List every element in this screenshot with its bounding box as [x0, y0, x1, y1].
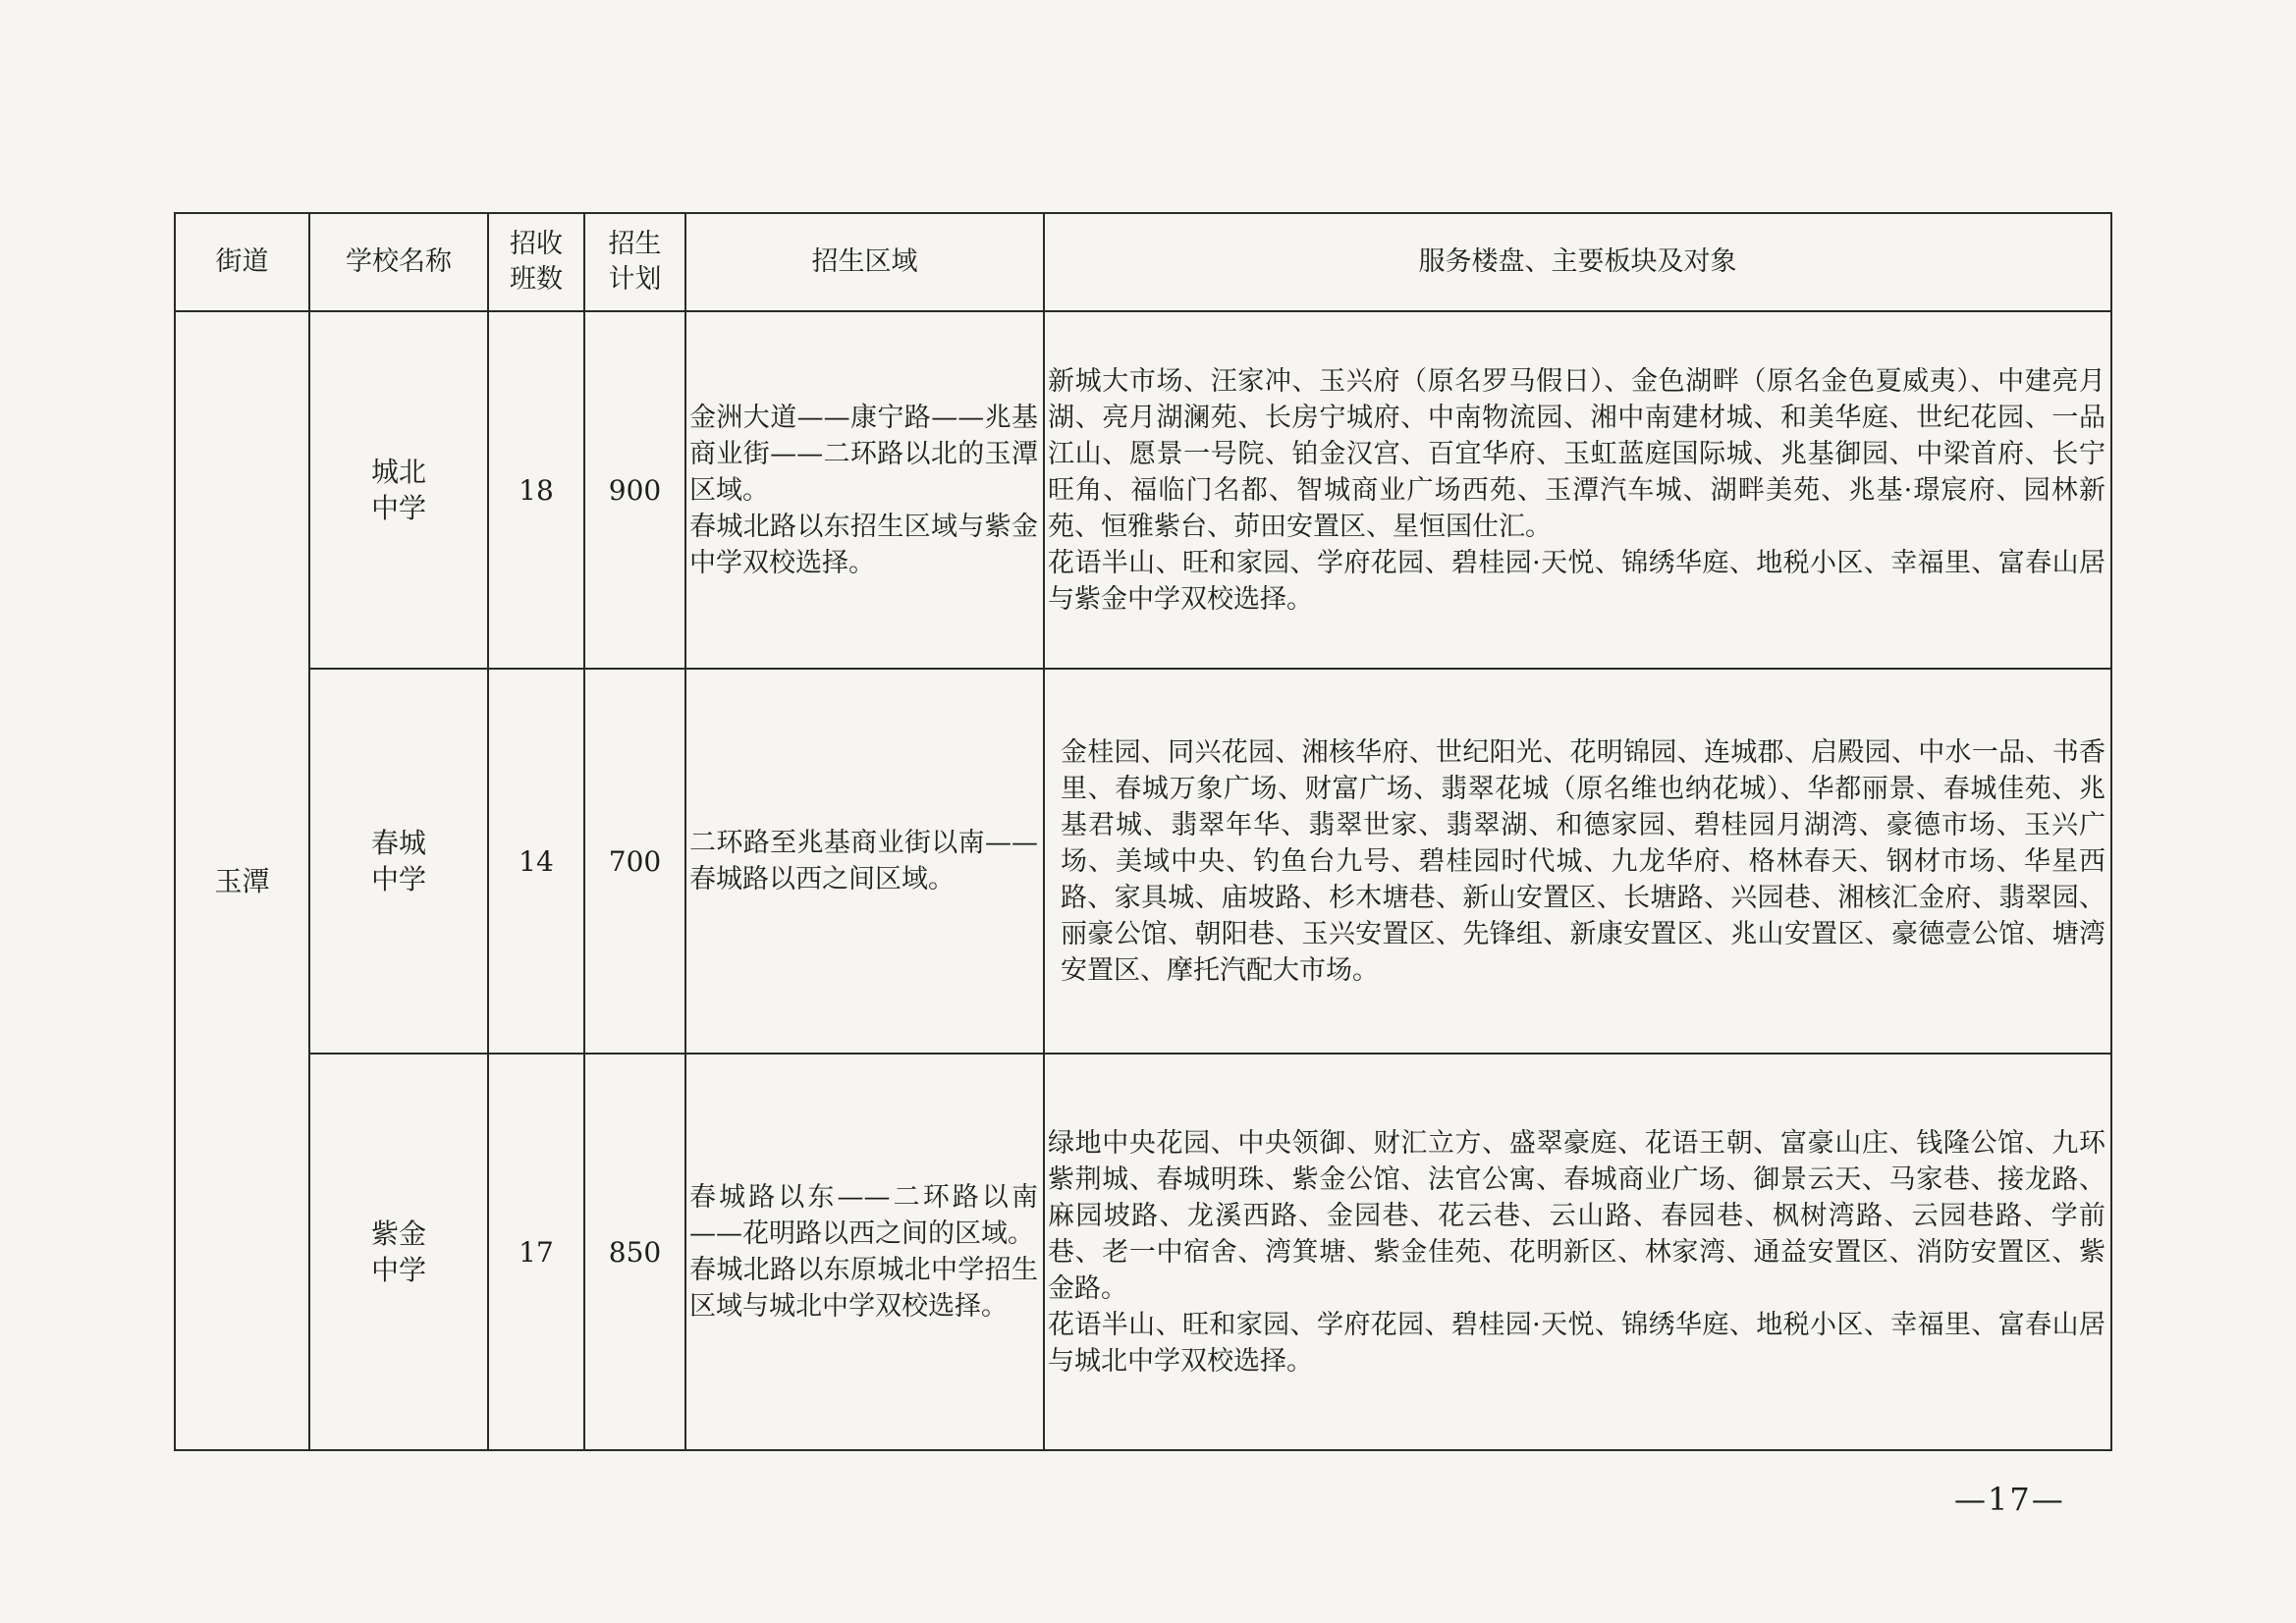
school-name-cell [309, 1054, 488, 1450]
header-street: 街道 [175, 213, 309, 311]
header-school-name: 学校名称 [309, 213, 488, 311]
zone-paragraph: 二环路至兆基商业街以南——春城路以西之间区域。 [689, 828, 1038, 894]
table-row [175, 1054, 2111, 1450]
header-classes-line1: 招收 [510, 229, 563, 259]
school-name-line2: 中学 [370, 863, 426, 895]
header-row [175, 213, 2111, 311]
school-name-cell [309, 669, 488, 1054]
street-cell: 玉潭 [175, 311, 309, 1450]
zone-cell [685, 311, 1044, 669]
enrollment-table [174, 212, 2112, 1451]
school-name-line2: 中学 [370, 1254, 426, 1286]
service-paragraph: 花语半山、旺和家园、学府花园、碧桂园·天悦、锦绣华庭、地税小区、幸福里、富春山居与紫金中学双校选择。 [1048, 547, 2105, 615]
classes-cell: 14 [488, 669, 584, 1054]
plan-cell: 850 [584, 1054, 685, 1450]
header-classes-line2: 班数 [510, 264, 563, 295]
school-name-line2: 中学 [370, 492, 426, 524]
service-paragraph: 绿地中央花园、中央领御、财汇立方、盛翠豪庭、花语王朝、富豪山庄、钱隆公馆、九环紫荆城、春城明珠、紫金公馆、法官公寓、春城商业广场、御景云天、马家巷、接龙路、麻园坡路、龙溪西路、金园巷、花云巷、云山路、春园巷、枫树湾路、云园巷路、学前巷、老一中宿舍、湾箕塘、紫金佳苑、花明新区、林家湾、通益安置区、消防安置区、紫金路。 [1048, 1127, 2105, 1304]
zone-paragraph: 春城路以东——二环路以南——花明路以西之间的区域。 [689, 1182, 1038, 1249]
service-cell [1044, 311, 2111, 669]
school-name-line1: 紫金 [370, 1217, 426, 1250]
header-plan-line1: 招生 [608, 229, 662, 259]
service-cell [1044, 1054, 2111, 1450]
zone-cell [685, 669, 1044, 1054]
school-name-line1: 春城 [370, 827, 426, 859]
header-zone: 招生区域 [685, 213, 1044, 311]
zone-paragraph: 春城北路以东招生区域与紫金中学双校选择。 [689, 511, 1038, 578]
zone-paragraph: 金洲大道——康宁路——兆基商业街——二环路以北的玉潭区域。 [689, 402, 1038, 506]
page-number: —17— [1954, 1481, 2065, 1518]
classes-cell: 17 [488, 1054, 584, 1450]
service-paragraph: 花语半山、旺和家园、学府花园、碧桂园·天悦、锦绣华庭、地税小区、幸福里、富春山居与城北中学双校选择。 [1048, 1309, 2105, 1377]
table-row [175, 669, 2111, 1054]
school-name-cell [309, 311, 488, 669]
service-cell [1044, 669, 2111, 1054]
table-row [175, 311, 2111, 669]
header-plan [584, 213, 685, 311]
service-paragraph: 新城大市场、汪家冲、玉兴府（原名罗马假日）、金色湖畔（原名金色夏威夷）、中建亮月湖、亮月湖澜苑、长房宁城府、中南物流园、湘中南建材城、和美华庭、世纪花园、一品江山、愿景一号院、铂金汉宫、百宜华府、玉虹蓝庭国际城、兆基御园、中梁首府、长宁旺角、福临门名都、智城商业广场西苑、玉潭汽车城、湖畔美苑、兆基·璟宸府、园林新苑、恒雅紫台、茆田安置区、星恒国仕汇。 [1048, 365, 2105, 542]
service-paragraph: 金桂园、同兴花园、湘核华府、世纪阳光、花明锦园、连城郡、启殿园、中水一品、书香里、春城万象广场、财富广场、翡翠花城（原名维也纳花城）、华都丽景、春城佳苑、兆基君城、翡翠年华、翡翠世家、翡翠湖、和德家园、碧桂园月湖湾、豪德市场、玉兴广场、美域中央、钓鱼台九号、碧桂园时代城、九龙华府、格林春天、钢材市场、华星西路、家具城、庙坡路、杉木塘巷、新山安置区、长塘路、兴园巷、湘核汇金府、翡翠园、丽豪公馆、朝阳巷、玉兴安置区、先锋组、新康安置区、兆山安置区、豪德壹公馆、塘湾安置区、摩托汽配大市场。 [1061, 736, 2105, 986]
plan-cell: 900 [584, 311, 685, 669]
classes-cell: 18 [488, 311, 584, 669]
plan-cell: 700 [584, 669, 685, 1054]
header-classes [488, 213, 584, 311]
zone-paragraph: 春城北路以东原城北中学招生区域与城北中学双校选择。 [689, 1255, 1038, 1322]
zone-cell [685, 1054, 1044, 1450]
school-name-line1: 城北 [370, 456, 426, 488]
header-plan-line2: 计划 [608, 264, 662, 295]
header-service: 服务楼盘、主要板块及对象 [1044, 213, 2111, 311]
